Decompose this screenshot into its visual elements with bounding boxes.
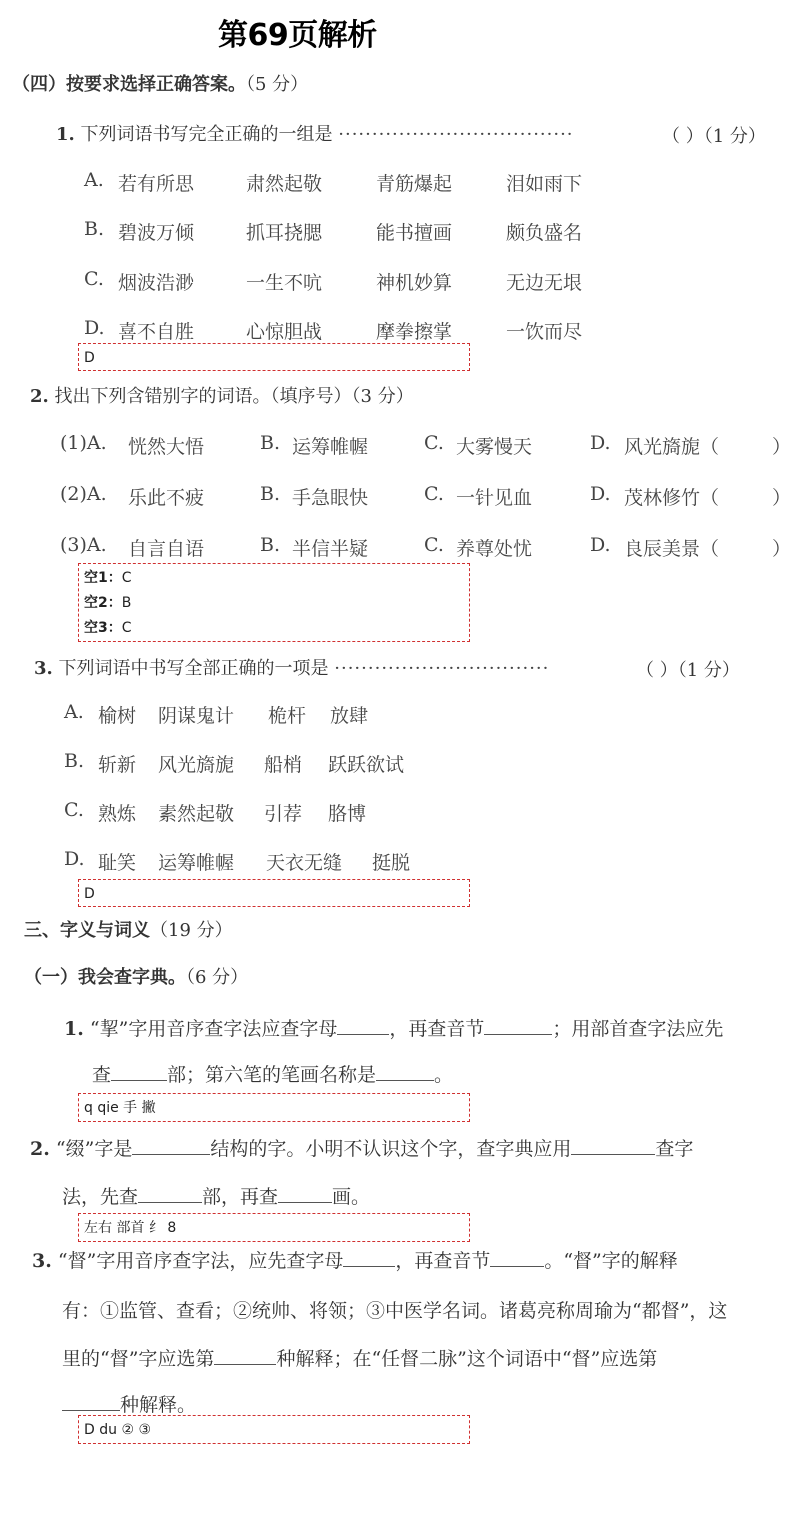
- option-letter: D.: [64, 848, 85, 870]
- question-3-paren: （ ）（1 分）: [636, 660, 740, 681]
- question-text: “督”字用音序查字法，应先查字母: [57, 1250, 344, 1272]
- question-text: ，再查音节: [395, 1250, 491, 1272]
- option-word: 一饮而尽: [506, 321, 583, 343]
- fill-blank[interactable]: [490, 1248, 544, 1267]
- option-word: 抓耳挠腮: [246, 222, 323, 244]
- answer-text: C: [121, 620, 132, 636]
- option-letter: C.: [424, 534, 444, 556]
- option-word: 熟炼: [98, 803, 137, 825]
- option-word: 茂林修竹（: [624, 487, 720, 509]
- question-number: 1.: [64, 1018, 84, 1040]
- fill-blank[interactable]: [571, 1136, 655, 1155]
- option-word: 养尊处忧: [456, 538, 533, 560]
- q3-option-c: [64, 799, 564, 825]
- fill-blank[interactable]: [278, 1184, 332, 1203]
- option-letter: D.: [590, 483, 611, 505]
- option-word: 碧波万倾: [118, 222, 195, 244]
- fill-blank[interactable]: [138, 1184, 202, 1203]
- question-text: 结构的字。小明不认识这个字，查字典应用: [210, 1138, 572, 1160]
- option-word: 泪如雨下: [506, 173, 583, 195]
- section-label: （四）按要求选择正确答案。: [12, 74, 246, 95]
- question-text: 查: [92, 1064, 112, 1086]
- question-text: 画。: [332, 1186, 371, 1208]
- question-text: 找出下列含错别字的词语。（填序号）（3 分）: [54, 386, 414, 407]
- fill-blank[interactable]: [376, 1062, 434, 1081]
- option-word: 素然起敬: [158, 803, 235, 825]
- question-3-stem: [34, 654, 549, 680]
- question-text: 。“督”字的解释: [544, 1250, 678, 1272]
- section-heading-3: [24, 916, 233, 942]
- option-word: 桅杆: [268, 705, 307, 727]
- answer-box-q3: [78, 879, 470, 907]
- q2-row-2: [60, 483, 790, 509]
- answer-line-2: [84, 591, 464, 616]
- option-letter: D.: [590, 534, 611, 556]
- question-text: 里的“督”字应选第: [62, 1348, 215, 1370]
- option-word: 跃跃欲试: [328, 754, 405, 776]
- option-word: 半信半疑: [292, 538, 369, 560]
- option-word: 风光旖旎（: [624, 436, 720, 458]
- option-word: 船梢: [264, 754, 303, 776]
- option-word: 天衣无缝: [266, 852, 343, 874]
- dict-question-3-line-2: 有：①监管、查看；②统帅、将领；③中医学名词。诸葛亮称周瑜为“都督”，这: [62, 1300, 728, 1322]
- answer-text: B: [121, 595, 132, 611]
- question-text: 下列词语书写完全正确的一组是: [80, 124, 333, 145]
- q1-option-c: [84, 268, 724, 294]
- question-number: 2.: [30, 1138, 50, 1160]
- option-letter: B.: [260, 432, 281, 454]
- option-letter: D.: [590, 432, 611, 454]
- question-2-stem: [30, 382, 414, 408]
- dict-question-3-line-4: [62, 1390, 196, 1417]
- option-word: 心惊胆战: [246, 321, 323, 343]
- blank-label: 空2：: [84, 595, 122, 611]
- option-word: 耻笑: [98, 852, 137, 874]
- option-letter: B.: [84, 218, 105, 240]
- section-score: （19 分）: [150, 920, 233, 941]
- option-word: 青筋爆起: [376, 173, 453, 195]
- option-word: 一生不吭: [246, 272, 323, 294]
- question-text: “缀”字是: [55, 1138, 133, 1160]
- q1-option-d: [84, 317, 724, 343]
- option-word: 肃然起敬: [246, 173, 323, 195]
- answer-text: q qie 手 撇: [84, 1100, 156, 1116]
- page-title: 第69页解析: [218, 18, 377, 53]
- option-word: 榆树: [98, 705, 137, 727]
- option-word: 阴谋鬼计: [158, 705, 235, 727]
- option-word: 良辰美景（: [624, 538, 720, 560]
- question-text: 法，先查: [62, 1186, 139, 1208]
- question-text: ；用部首查字法应先: [552, 1018, 724, 1040]
- question-text: 查字: [655, 1138, 694, 1160]
- option-word: 无边无垠: [506, 272, 583, 294]
- fill-blank[interactable]: [62, 1392, 120, 1411]
- option-word: 运筹帷幄: [292, 436, 369, 458]
- question-text: 下列词语中书写全部正确的一项是: [58, 658, 329, 679]
- answer-box-q1: [78, 343, 470, 371]
- option-word: 风光旖旎: [158, 754, 235, 776]
- question-number: 3.: [32, 1250, 52, 1272]
- fill-blank[interactable]: [214, 1346, 276, 1365]
- option-word: 乐此不疲: [128, 487, 205, 509]
- option-word: 自言自语: [128, 538, 205, 560]
- question-number: 1.: [56, 124, 75, 145]
- dict-question-2-line-2: [62, 1182, 370, 1209]
- fill-blank[interactable]: [132, 1136, 210, 1155]
- answer-box-q2: [78, 563, 470, 642]
- option-word: 挺脱: [372, 852, 411, 874]
- option-word: 运筹帷幄: [158, 852, 235, 874]
- q2-row-3: [60, 534, 790, 560]
- section-heading-1: [24, 963, 248, 989]
- option-word: 颇负盛名: [506, 222, 583, 244]
- answer-box-d3: [78, 1415, 470, 1444]
- q3-option-a: [64, 701, 564, 727]
- option-letter: B.: [260, 534, 281, 556]
- option-letter: C.: [424, 432, 444, 454]
- paren-close: ）: [772, 436, 792, 458]
- option-word: 放肆: [330, 705, 369, 727]
- dict-question-1-line-1: [64, 1014, 723, 1041]
- option-word: 大雾慢天: [456, 436, 533, 458]
- dict-question-3-line-3: [62, 1344, 657, 1371]
- option-word: 烟波浩渺: [118, 272, 195, 294]
- option-letter: (2)A.: [60, 483, 107, 505]
- option-letter: B.: [64, 750, 85, 772]
- blank-label: 空1：: [84, 570, 122, 586]
- option-word: 手急眼快: [292, 487, 369, 509]
- option-letter: (3)A.: [60, 534, 107, 556]
- q2-row-1: [60, 432, 790, 458]
- option-letter: A.: [64, 701, 84, 723]
- answer-line-3: [84, 616, 464, 641]
- q3-option-b: [64, 750, 564, 776]
- answer-text: C: [121, 570, 132, 586]
- dict-question-2-line-1: [30, 1134, 693, 1161]
- section-score: （5 分）: [246, 74, 309, 95]
- question-text: 部；第六笔的笔画名称是: [167, 1064, 377, 1086]
- paren-close: ）: [772, 538, 792, 560]
- option-word: 斩新: [98, 754, 137, 776]
- question-number: 3.: [34, 658, 53, 679]
- question-text: 种解释。: [120, 1394, 197, 1416]
- answer-text: 左右 部首 纟 8: [84, 1220, 177, 1236]
- section-label: （一）我会查字典。: [24, 967, 186, 988]
- option-letter: D.: [84, 317, 105, 339]
- paren-close: ）: [772, 487, 792, 509]
- option-word: 喜不自胜: [118, 321, 195, 343]
- fill-blank[interactable]: [111, 1062, 167, 1081]
- q1-option-a: [84, 169, 724, 195]
- answer-text: D: [84, 886, 95, 902]
- leader-dots: ···································: [338, 124, 574, 145]
- q1-option-b: [84, 218, 724, 244]
- section-label: 三、字义与词义: [24, 920, 150, 941]
- answer-box-d2: [78, 1213, 470, 1242]
- dict-question-1-line-2: [92, 1060, 453, 1087]
- option-word: 能书擅画: [376, 222, 453, 244]
- option-letter: C.: [64, 799, 84, 821]
- fill-blank[interactable]: [484, 1016, 552, 1035]
- option-letter: (1)A.: [60, 432, 107, 454]
- option-letter: B.: [260, 483, 281, 505]
- section-heading-4: [12, 70, 308, 96]
- option-word: 摩拳擦掌: [376, 321, 453, 343]
- fill-blank[interactable]: [337, 1016, 389, 1035]
- blank-label: 空3：: [84, 620, 122, 636]
- option-letter: C.: [84, 268, 104, 290]
- question-text: 种解释；在“任督二脉”这个词语中“督”应选第: [276, 1348, 658, 1370]
- question-1-paren: （ ）（1 分）: [662, 126, 766, 147]
- option-word: 引荐: [264, 803, 303, 825]
- option-word: 一针见血: [456, 487, 533, 509]
- option-word: 神机妙算: [376, 272, 453, 294]
- option-word: 若有所思: [118, 173, 195, 195]
- question-1-stem: [56, 120, 574, 146]
- fill-blank[interactable]: [343, 1248, 395, 1267]
- option-word: 恍然大悟: [128, 436, 205, 458]
- question-number: 2.: [30, 386, 49, 407]
- q3-option-d: [64, 848, 564, 874]
- question-text: 。: [434, 1064, 454, 1086]
- leader-dots: ································: [334, 658, 550, 679]
- option-letter: A.: [84, 169, 104, 191]
- answer-text: D du ② ③: [84, 1422, 151, 1438]
- answer-box-d1: [78, 1093, 470, 1122]
- question-text: 部，再查: [202, 1186, 279, 1208]
- question-text: ，再查音节: [389, 1018, 485, 1040]
- answer-line-1: [84, 566, 464, 591]
- option-letter: C.: [424, 483, 444, 505]
- question-text: “挈”字用音序查字法应查字母: [89, 1018, 338, 1040]
- dict-question-3-line-1: [32, 1246, 678, 1273]
- option-word: 胳博: [328, 803, 367, 825]
- answer-text: D: [84, 350, 95, 366]
- section-score: （6 分）: [186, 967, 249, 988]
